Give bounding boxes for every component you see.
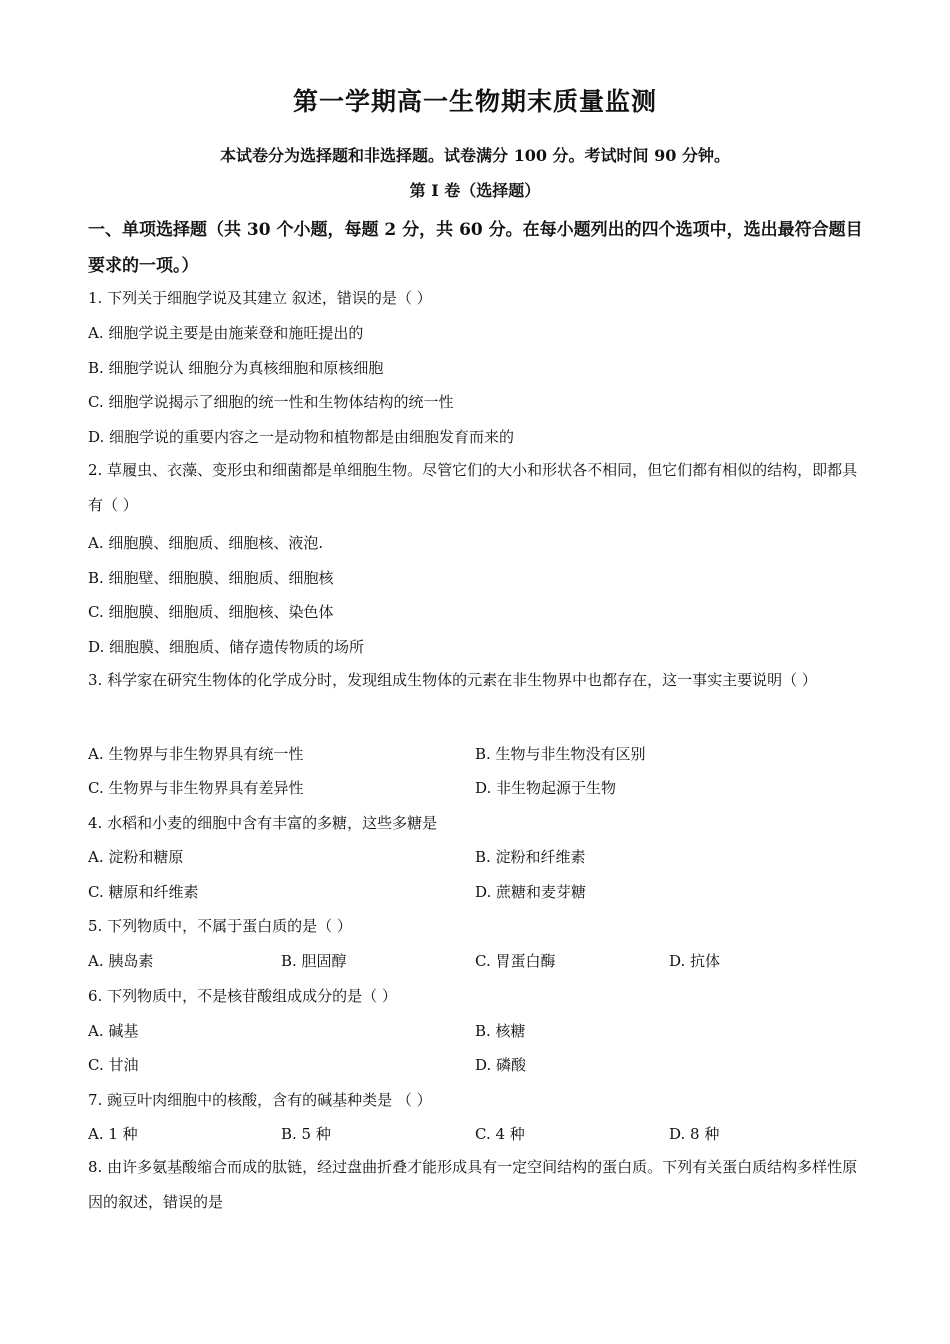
question-4-option-c: C. 糖原和纤维素 [88, 883, 199, 901]
question-2-option-b: B. 细胞壁、细胞膜、细胞质、细胞核 [88, 569, 334, 587]
question-3-stem: 3. 科学家在研究生物体的化学成分时，发现组成生物体的元素在非生物界中也都存在，这一事实主要说明（ ） [88, 671, 817, 689]
volume-heading: 第 I 卷（选择题） [409, 181, 541, 200]
section-heading: 一、单项选择题（共 30 个小题，每题 2 分，共 60 分。在每小题列出的四个选项中，选出最符合题目要求的一项。） [88, 220, 863, 276]
question-2-option-d: D. 细胞膜、细胞质、储存遗传物质的场所 [88, 638, 365, 656]
question-6-option-d: D. 磷酸 [475, 1056, 527, 1074]
question-1-option-b: B. 细胞学说认 细胞分为真核细胞和原核细胞 [88, 359, 384, 377]
question-7-option-d: D. 8 种 [669, 1125, 720, 1143]
question-3-option-b: B. 生物与非生物没有区别 [475, 745, 646, 763]
question-1-stem: 1. 下列关于细胞学说及其建立 叙述，错误的是（ ） [88, 289, 432, 307]
question-6-option-c: C. 甘油 [88, 1056, 139, 1074]
question-8-stem: 8. 由许多氨基酸缩合而成的肽链，经过盘曲折叠才能形成具有一定空间结构的蛋白质。下列有关蛋白质结构多样性原因的叙述，错误的是 [88, 1158, 858, 1211]
question-5-option-d: D. 抗体 [669, 952, 721, 970]
question-7-option-c: C. 4 种 [475, 1125, 525, 1143]
question-1-option-a: A. 细胞学说主要是由施莱登和施旺提出的 [88, 324, 364, 342]
question-3-option-d: D. 非生物起源于生物 [475, 779, 617, 797]
question-4-option-a: A. 淀粉和糖原 [88, 848, 184, 866]
question-7-option-b: B. 5 种 [281, 1125, 331, 1143]
question-1-option-d: D. 细胞学说的重要内容之一是动物和植物都是由细胞发育而来的 [88, 428, 515, 446]
question-7-option-a: A. 1 种 [88, 1125, 138, 1143]
question-1-option-c: C. 细胞学说揭示了细胞的统一性和生物体结构的统一性 [88, 393, 454, 411]
question-2-option-c: C. 细胞膜、细胞质、细胞核、染色体 [88, 603, 334, 621]
question-3-option-a: A. 生物界与非生物界具有统一性 [88, 745, 304, 763]
question-2-stem: 2. 草履虫、衣藻、变形虫和细菌都是单细胞生物。尽管它们的大小和形状各不相同，但它们都有相似的结构，即都具有（ ） [88, 461, 858, 514]
question-4-option-b: B. 淀粉和纤维素 [475, 848, 586, 866]
question-7-stem: 7. 豌豆叶肉细胞中的核酸，含有的碱基种类是 （ ） [88, 1091, 432, 1109]
question-6-option-b: B. 核糖 [475, 1022, 526, 1040]
question-5-stem: 5. 下列物质中，不属于蛋白质的是（ ） [88, 917, 352, 935]
question-5-option-a: A. 胰岛素 [88, 952, 154, 970]
question-5-option-b: B. 胆固醇 [281, 952, 347, 970]
page-title: 第一学期高一生物期末质量监测 [292, 87, 657, 116]
question-6-option-a: A. 碱基 [88, 1022, 139, 1040]
exam-intro: 本试卷分为选择题和非选择题。试卷满分 100 分。考试时间 90 分钟。 [220, 146, 730, 165]
question-4-stem: 4. 水稻和小麦的细胞中含有丰富的多糖，这些多糖是 [88, 814, 438, 832]
question-3-option-c: C. 生物界与非生物界具有差异性 [88, 779, 304, 797]
question-6-stem: 6. 下列物质中，不是核苷酸组成成分的是（ ） [88, 987, 397, 1005]
question-5-option-c: C. 胃蛋白酶 [475, 952, 556, 970]
question-2-option-a: A. 细胞膜、细胞质、细胞核、液泡. [88, 534, 324, 552]
question-4-option-d: D. 蔗糖和麦芽糖 [475, 883, 587, 901]
